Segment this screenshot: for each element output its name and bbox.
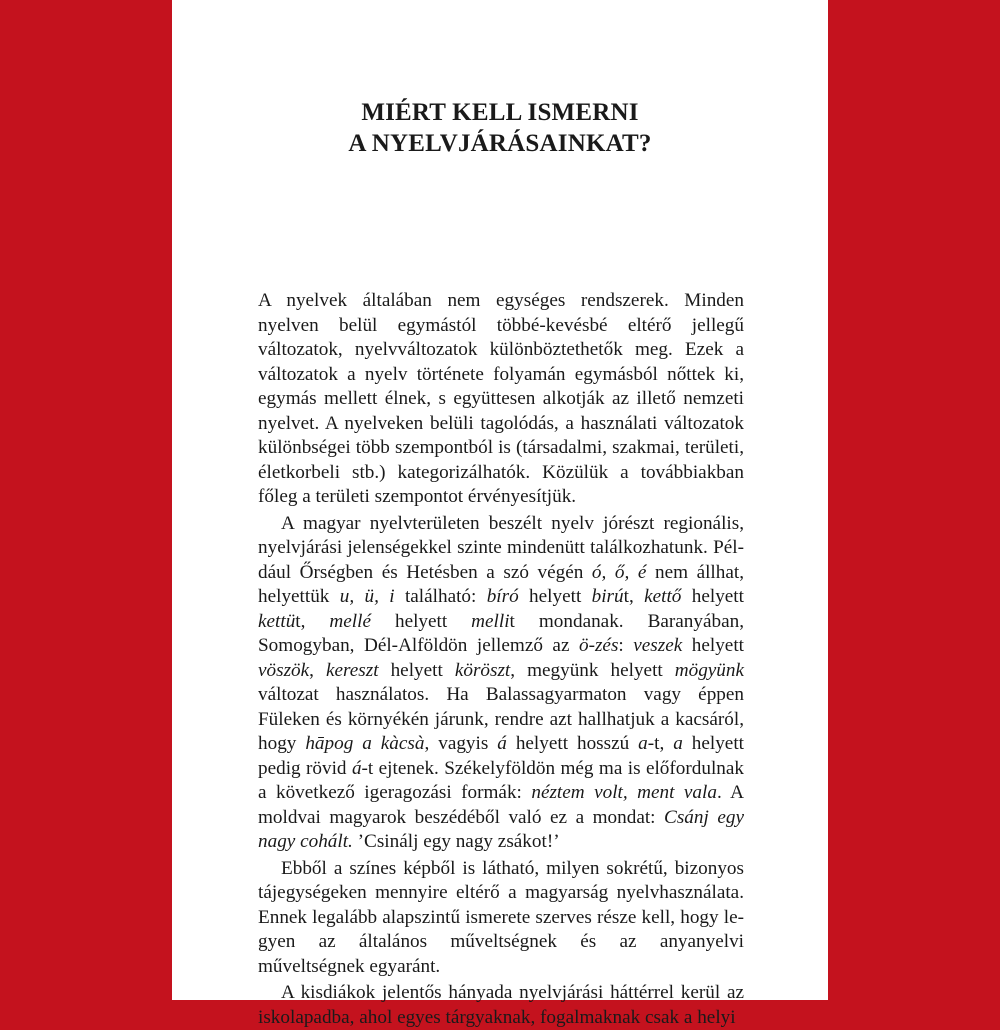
italic-run: mögyünk bbox=[674, 659, 745, 681]
italic-run: a bbox=[673, 733, 683, 754]
italic-run: Csánj egy nagy cohált. bbox=[258, 806, 744, 852]
italic-run: melli bbox=[471, 610, 510, 632]
paragraph bbox=[258, 857, 744, 980]
italic-run: birú bbox=[591, 586, 624, 607]
italic-run: kereszt bbox=[325, 659, 379, 681]
italic-run: mellé bbox=[329, 610, 371, 632]
text-run: ’Csinálj egy nagy zsákot!’ bbox=[352, 831, 560, 852]
italic-run: bíró bbox=[486, 586, 519, 607]
italic-run: á bbox=[497, 733, 507, 754]
text-run: t mondanak. Baranyában, Somogyban, Dél-Alföldön jellemző az bbox=[258, 610, 744, 656]
italic-run: a bbox=[638, 733, 648, 754]
text-run: t, bbox=[295, 610, 330, 632]
body-text bbox=[258, 289, 744, 1030]
text-run: A nyelvek általában nem egységes rendszerek. Minden nyelven belül egymástól többé-kevésbé eltérő jellegű változatok, nyelvváltozatok különböztethetők meg. Ezek a változatok a nyelv története folyamán egymásból nőttek ki, egymás mellett élnek, s együttesen alkotják az illető nemzeti nyelvet. A nyelveken belüli tagolódás, a használati változatok különbségei több szempontból is (társadalmi, szakmai, területi, életkorbeli stb.) kategorizálhatók. Közülük a továbbiakban főleg a területi szempontot érvényesítjük. bbox=[258, 290, 744, 507]
text-run: nem állhat, helyettük bbox=[258, 561, 745, 607]
text-run: változat használatos. Ha Balassagyarmaton vagy éppen Füleken és környékén járunk, rendre azt hallhatjuk a kacsáról, hogy bbox=[258, 684, 744, 754]
text-run: helyett bbox=[370, 610, 472, 632]
italic-run: kettő bbox=[644, 586, 682, 607]
text-run: . A moldvai magyarok beszédéből való ez a mondat: bbox=[258, 782, 744, 828]
text-run: helyett hosszú bbox=[506, 733, 639, 754]
text-run: -t, bbox=[647, 733, 674, 754]
italic-run: néztem volt, ment vala bbox=[531, 782, 717, 803]
text-run: helyett pedig rövid bbox=[258, 733, 744, 779]
text-run: A magyar nyelvterületen beszélt nyelv jórészt regionális, nyelvjárási jelenségekkel szinte mindenütt találkozhatunk. Például Őrségben és Hetésben a szó végén bbox=[258, 512, 744, 583]
italic-run: ó, ő, é bbox=[591, 561, 647, 583]
italic-run: köröszt bbox=[454, 659, 511, 681]
paragraph bbox=[258, 981, 744, 1030]
text-run: helyett bbox=[682, 635, 744, 656]
italic-run: á bbox=[351, 757, 362, 779]
text-run: -t ejtenek. Székelyföldön még ma is előfordulnak a következő igeragozási formák: bbox=[258, 757, 744, 803]
text-run: t, bbox=[623, 586, 645, 607]
book-page bbox=[172, 0, 828, 1028]
text-run: , bbox=[309, 659, 326, 681]
text-run: Ebből a színes képből is látható, milyen sokrétű, bizonyos tájegységeken mennyire eltérő a magyarság nyelvhasználata. Ennek legalább alapszintű ismerete szerves része kell, hogy legyen az általános műveltségnek és az anyanyelvi műveltségnek egyaránt. bbox=[258, 857, 744, 977]
italic-run: vöszök bbox=[258, 659, 310, 681]
italic-run: ö-zés bbox=[578, 635, 619, 656]
text-run: helyett bbox=[518, 586, 592, 607]
italic-run: hāpog a kàcsà bbox=[305, 733, 425, 754]
text-run: : bbox=[618, 635, 634, 656]
paragraph bbox=[258, 289, 744, 510]
title-line-1: MIÉRT KELL ISMERNI bbox=[361, 98, 639, 126]
text-run: található: bbox=[394, 586, 487, 607]
italic-run: kettü bbox=[258, 610, 296, 632]
italic-run: u, ü, i bbox=[339, 586, 395, 607]
text-run: helyett bbox=[681, 586, 744, 607]
title-line-2: A NYELVJÁRÁSAINKAT? bbox=[348, 129, 652, 157]
text-run: helyett bbox=[378, 659, 455, 681]
paragraph bbox=[258, 512, 744, 855]
italic-run: veszek bbox=[633, 635, 683, 656]
text-run: , megyünk helyett bbox=[510, 659, 675, 681]
text-run: A kisdiákok jelentős hányada nyelvjárási háttérrel kerül az iskolapadba, ahol egyes tárgyaknak, fogalmaknak csak a helyi bbox=[258, 982, 744, 1028]
page-title bbox=[172, 97, 828, 159]
text-run: , vagyis bbox=[424, 733, 498, 754]
